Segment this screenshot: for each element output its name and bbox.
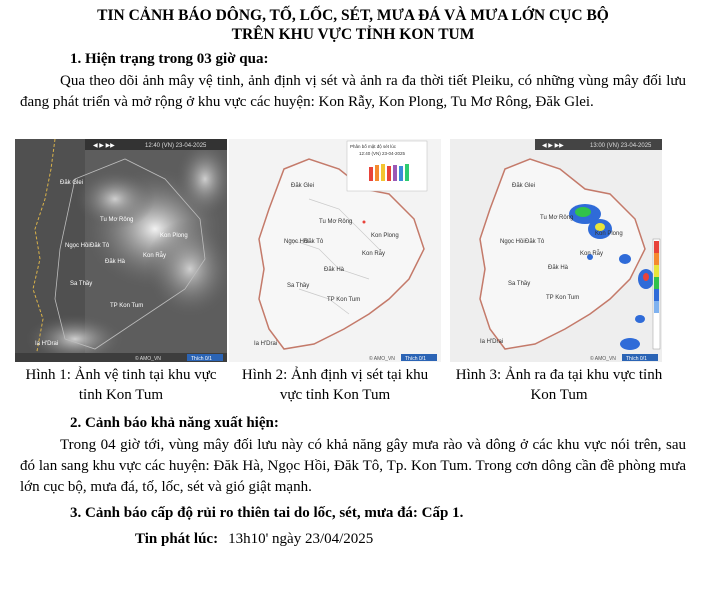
map-label: Đăk Hà: [324, 267, 345, 273]
section1-heading: 1. Hiện trạng trong 03 giờ qua:: [70, 51, 269, 67]
figure2-caption: Hình 2: Ảnh định vị sét tại khu vực tỉnh Kon Tum: [241, 367, 429, 403]
map-label: Ia H'Drai: [480, 339, 504, 345]
svg-text:◀ ▶ ▶▶: ◀ ▶ ▶▶: [542, 143, 564, 149]
svg-text:◀ ▶ ▶▶: ◀ ▶ ▶▶: [93, 143, 115, 149]
satellite-time: 12:40 (VN) 23-04-2025: [145, 143, 207, 149]
legend-title: Phân bố mật độ sét lúc: [350, 144, 397, 149]
lightning-time: 12:40 (VN) 23-04-2025: [359, 151, 406, 156]
map-label: Đăk Glei: [512, 183, 536, 189]
radar-image: [450, 139, 662, 362]
map-label: TP Kon Tum: [110, 303, 144, 309]
credit: © AMO_VN: [590, 356, 616, 362]
figure-satellite: [15, 139, 227, 362]
footer-button[interactable]: Thích 0/1: [405, 356, 426, 362]
map-label: Kon Plong: [371, 233, 399, 239]
figure-lightning: [229, 139, 441, 362]
map-label: Đăk Tô: [525, 239, 545, 245]
lightning-image: [229, 139, 441, 362]
map-label: Kon Rẫy: [362, 251, 386, 257]
map-label: Đăk Hà: [105, 259, 126, 265]
map-label: Ngọc Hồi: [500, 239, 525, 245]
map-label: Đăk Glei: [291, 183, 315, 189]
section1-body: Qua theo dõi ảnh mây vệ tinh, ảnh định vị sét và ảnh ra đa thời tiết Pleiku, có những vùng mây đối lưu đang phát triển và mở rộng ở khu vực các huyện: Kon Rẫy, Kon Plong, Tu Mơ Rông, Đăk Glei.: [20, 73, 686, 110]
section3-heading: 3. Cảnh báo cấp độ rủi ro thiên tai do lốc, sét, mưa đá: Cấp 1.: [70, 505, 464, 521]
credit: © AMO_VN: [135, 356, 161, 362]
map-label: Ia H'Drai: [254, 341, 278, 347]
map-label: Kon Plong: [595, 231, 623, 237]
map-label: Kon Rẫy: [580, 251, 604, 257]
credit: © AMO_VN: [369, 356, 395, 362]
map-label: Tu Mơ Rông: [540, 215, 574, 221]
section2-heading: 2. Cảnh báo khả năng xuất hiện:: [70, 415, 279, 431]
map-label: TP Kon Tum: [546, 295, 580, 301]
map-label: TP Kon Tum: [327, 297, 361, 303]
legend-bars: [369, 164, 409, 181]
issued-label: Tin phát lúc:: [135, 531, 219, 547]
document-title-line1: TIN CẢNH BÁO DÔNG, TỐ, LỐC, SÉT, MƯA ĐÁ VÀ MƯA LỚN CỤC BỘ: [97, 7, 609, 24]
map-label: Đăk Tô: [90, 243, 110, 249]
map-label: Sa Thầy: [70, 281, 93, 287]
issued-line: [135, 531, 373, 548]
map-label: Kon Rẫy: [143, 253, 167, 259]
map-label: Ia H'Drai: [35, 341, 59, 347]
issued-value: 13h10' ngày 23/04/2025: [228, 531, 374, 547]
map-label: Sa Thầy: [508, 281, 531, 287]
map-label: Đăk Tô: [304, 239, 324, 245]
radar-time: 13:00 (VN) 23-04-2025: [590, 143, 652, 149]
map-label: Kon Plong: [160, 233, 188, 239]
map-label: Sa Thầy: [287, 283, 310, 289]
figure1-caption: Hình 1: Ảnh vệ tinh tại khu vực tỉnh Kon Tum: [25, 367, 217, 403]
map-label: Đăk Hà: [548, 265, 569, 271]
section2-body: Trong 04 giờ tới, vùng mây đối lưu này có khả năng gây mưa rào và dông ở các khu vực nói trên, sau đó lan sang khu vực các huyện: Đăk Hà, Ngọc Hồi, Đăk Tô, Tp. Kon Tum. Trong cơn dông cần đề phòng mưa lớn cục bộ, mưa đá, tố, lốc, sét và gió giật mạnh.: [20, 437, 686, 495]
map-label: Tu Mơ Rông: [319, 219, 353, 225]
map-label: Ngọc Hồi: [284, 239, 309, 245]
figure-radar: [450, 139, 662, 362]
map-label: Tu Mơ Rông: [100, 217, 134, 223]
map-label: Đăk Glei: [60, 180, 84, 186]
figure3-caption: Hình 3: Ảnh ra đa tại khu vực tỉnh Kon Tum: [455, 367, 663, 403]
footer-button[interactable]: Thích 0/1: [191, 356, 212, 362]
footer-button[interactable]: Thích 0/1: [626, 356, 647, 362]
map-label: Ngọc Hồi: [65, 243, 90, 249]
satellite-image: [15, 139, 227, 362]
document-title-line2: TRÊN KHU VỰC TỈNH KON TUM: [231, 26, 475, 43]
